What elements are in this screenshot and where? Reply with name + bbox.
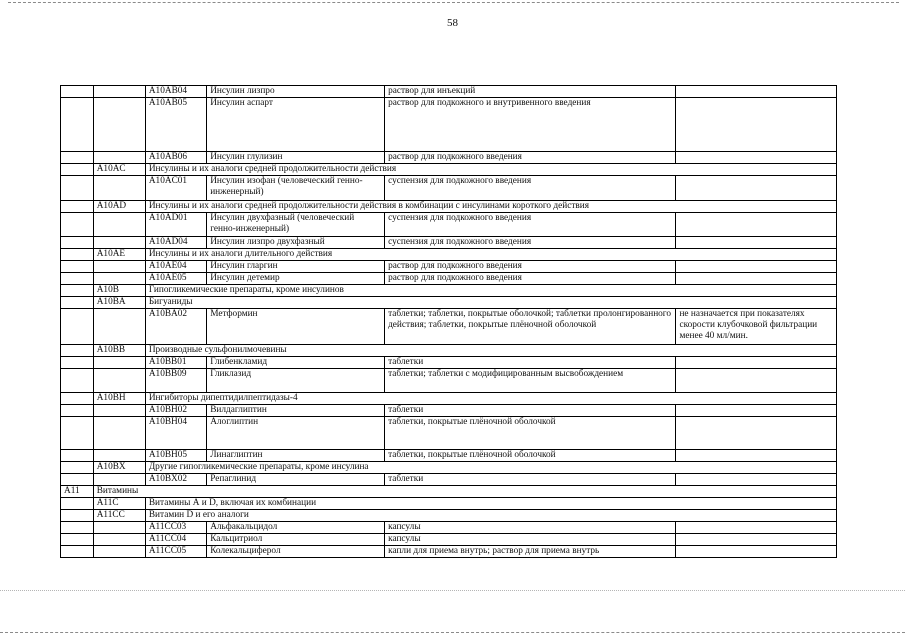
group-title-cell: Инсулины и их аналоги длительного действия (145, 249, 836, 261)
table-row-group (61, 498, 837, 510)
note-cell (676, 357, 837, 369)
class-code-cell (61, 546, 94, 558)
note-cell (676, 369, 837, 393)
note-cell (676, 450, 837, 462)
group-code-cell (93, 152, 145, 164)
drug-name-cell: Линаглиптин (207, 450, 385, 462)
table-row-sub (61, 86, 837, 98)
dosage-form-cell: суспензия для подкожного введения (385, 213, 676, 237)
note-cell (676, 237, 837, 249)
atc-code-cell: A10BH05 (145, 450, 206, 462)
dosage-form-cell: суспензия для подкожного введения (385, 176, 676, 201)
dosage-form-cell: таблетки, покрытые плёночной оболочкой (385, 450, 676, 462)
group-code-cell (93, 309, 145, 345)
dosage-form-cell: суспензия для подкожного введения (385, 237, 676, 249)
class-code-cell (61, 534, 94, 546)
table-row-sub (61, 522, 837, 534)
class-code-cell (61, 164, 94, 176)
class-code-cell (61, 462, 94, 474)
dosage-form-cell: капсулы (385, 522, 676, 534)
class-code-cell (61, 498, 94, 510)
class-code-cell (61, 417, 94, 450)
class-code-cell (61, 201, 94, 213)
drug-name-cell: Инсулин глулизин (207, 152, 385, 164)
table-row-sub (61, 152, 837, 164)
atc-code-cell: A10BB01 (145, 357, 206, 369)
note-cell (676, 98, 837, 152)
group-code-cell (93, 176, 145, 201)
group-code-cell (93, 237, 145, 249)
note-cell (676, 273, 837, 285)
table-row-sub (61, 273, 837, 285)
group-code-cell (93, 405, 145, 417)
atc-code-cell: A11CC03 (145, 522, 206, 534)
group-code-cell (93, 86, 145, 98)
atc-code-cell: A10AB04 (145, 86, 206, 98)
page-edge-top (8, 2, 899, 3)
drug-name-cell: Инсулин изофан (человеческий генно-инженерный) (207, 176, 385, 201)
atc-code-cell: A10BA02 (145, 309, 206, 345)
drug-name-cell: Репаглинид (207, 474, 385, 486)
table-row-sub (61, 98, 837, 152)
dosage-form-cell: таблетки; таблетки с модифицированным высвобождением (385, 369, 676, 393)
note-cell (676, 522, 837, 534)
group-title-cell: Ингибиторы дипептидилпептидазы-4 (145, 393, 836, 405)
dosage-form-cell: капсулы (385, 534, 676, 546)
dosage-form-cell: таблетки; таблетки, покрытые оболочкой; таблетки пролонгированного действия; таблетки, покрытые плёночной оболочкой (385, 309, 676, 345)
note-cell (676, 546, 837, 558)
dosage-form-cell: капли для приема внутрь; раствор для приема внутрь (385, 546, 676, 558)
group-code-cell (93, 474, 145, 486)
group-code-cell (93, 534, 145, 546)
atc-code-cell: A10AC01 (145, 176, 206, 201)
atc-code-cell: A10BH04 (145, 417, 206, 450)
table-row-sub (61, 417, 837, 450)
table-row-sub (61, 261, 837, 273)
note-cell (676, 213, 837, 237)
page-edge-bottom (0, 632, 905, 633)
group-code-cell (93, 261, 145, 273)
note-cell (676, 86, 837, 98)
drug-name-cell: Инсулин лизпро двухфазный (207, 237, 385, 249)
group-code-cell: A10BH (93, 393, 145, 405)
class-code-cell (61, 273, 94, 285)
table-row-group (61, 297, 837, 309)
note-cell (676, 534, 837, 546)
class-code-cell (61, 176, 94, 201)
class-code-cell (61, 369, 94, 393)
drug-name-cell: Глибенкламид (207, 357, 385, 369)
atc-code-cell: A10BB09 (145, 369, 206, 393)
group-code-cell (93, 417, 145, 450)
table-row-group (61, 510, 837, 522)
dosage-form-cell: таблетки, покрытые плёночной оболочкой (385, 417, 676, 450)
class-code-cell (61, 510, 94, 522)
note-cell (676, 261, 837, 273)
group-title-cell: Инсулины и их аналоги средней продолжительности действия в комбинации с инсулинами короткого действия (145, 201, 836, 213)
group-code-cell (93, 273, 145, 285)
table-row-top (61, 486, 837, 498)
atc-code-cell: A10AB05 (145, 98, 206, 152)
table-row-sub (61, 474, 837, 486)
class-code-cell (61, 98, 94, 152)
table-row-sub (61, 237, 837, 249)
class-code-cell (61, 450, 94, 462)
class-code-cell (61, 522, 94, 534)
group-code-cell: A10AE (93, 249, 145, 261)
atc-code-cell: A10AE05 (145, 273, 206, 285)
table-row-group (61, 462, 837, 474)
dosage-form-cell: таблетки (385, 405, 676, 417)
drug-name-cell: Кальцитриол (207, 534, 385, 546)
group-code-cell (93, 369, 145, 393)
class-code-cell (61, 86, 94, 98)
group-code-cell: A10BA (93, 297, 145, 309)
class-code-cell (61, 285, 94, 297)
class-code-cell (61, 357, 94, 369)
table-row-group (61, 285, 837, 297)
class-code-cell (61, 237, 94, 249)
group-title-cell: Гипогликемические препараты, кроме инсулинов (145, 285, 836, 297)
group-code-cell: A11C (93, 498, 145, 510)
group-title-cell: Витамин D и его аналоги (145, 510, 836, 522)
class-title-cell: Витамины (93, 486, 836, 498)
class-code-cell (61, 393, 94, 405)
group-code-cell (93, 450, 145, 462)
group-code-cell: A11CC (93, 510, 145, 522)
dosage-form-cell: раствор для подкожного введения (385, 152, 676, 164)
atc-code-cell: A10AD04 (145, 237, 206, 249)
table-row-group (61, 249, 837, 261)
drug-list-table (60, 85, 837, 558)
table-row-sub (61, 369, 837, 393)
table-row-sub (61, 450, 837, 462)
group-code-cell (93, 213, 145, 237)
group-title-cell: Бигуаниды (145, 297, 836, 309)
atc-code-cell: A10AE04 (145, 261, 206, 273)
class-code-cell: A11 (61, 486, 94, 498)
table-row-sub (61, 357, 837, 369)
table-row-group (61, 164, 837, 176)
group-code-cell: A10BB (93, 345, 145, 357)
drug-name-cell: Инсулин аспарт (207, 98, 385, 152)
page-fold-line (0, 590, 905, 591)
class-code-cell (61, 345, 94, 357)
table-row-group (61, 393, 837, 405)
atc-code-cell: A10AB06 (145, 152, 206, 164)
table-row-sub (61, 213, 837, 237)
group-title-cell: Инсулины и их аналоги средней продолжительности действия (145, 164, 836, 176)
group-title-cell: Витамины А и D, включая их комбинации (145, 498, 836, 510)
table-row-sub (61, 405, 837, 417)
drug-name-cell: Инсулин детемир (207, 273, 385, 285)
group-title-cell: Другие гипогликемические препараты, кроме инсулина (145, 462, 836, 474)
drug-list-table-body (61, 86, 837, 558)
table-row-group (61, 201, 837, 213)
note-cell (676, 152, 837, 164)
atc-code-cell: A11CC05 (145, 546, 206, 558)
note-cell (676, 405, 837, 417)
group-code-cell: A10B (93, 285, 145, 297)
atc-code-cell: A10BH02 (145, 405, 206, 417)
note-cell (676, 474, 837, 486)
class-code-cell (61, 297, 94, 309)
group-code-cell: A10AD (93, 201, 145, 213)
group-title-cell: Производные сульфонилмочевины (145, 345, 836, 357)
drug-name-cell: Метформин (207, 309, 385, 345)
drug-name-cell: Алоглиптин (207, 417, 385, 450)
table-row-sub (61, 546, 837, 558)
table-row-sub (61, 534, 837, 546)
note-cell: не назначается при показателях скорости клубочковой фильтрации менее 40 мл/мин. (676, 309, 837, 345)
drug-name-cell: Инсулин двухфазный (человеческий генно-инженерный) (207, 213, 385, 237)
class-code-cell (61, 261, 94, 273)
drug-name-cell: Инсулин гларгин (207, 261, 385, 273)
class-code-cell (61, 474, 94, 486)
drug-name-cell: Колекальциферол (207, 546, 385, 558)
drug-name-cell: Инсулин лизпро (207, 86, 385, 98)
group-code-cell: A10AC (93, 164, 145, 176)
dosage-form-cell: раствор для подкожного и внутривенного введения (385, 98, 676, 152)
class-code-cell (61, 405, 94, 417)
dosage-form-cell: раствор для подкожного введения (385, 261, 676, 273)
group-code-cell (93, 522, 145, 534)
table-row-group (61, 345, 837, 357)
dosage-form-cell: раствор для подкожного введения (385, 273, 676, 285)
atc-code-cell: A10BX02 (145, 474, 206, 486)
class-code-cell (61, 309, 94, 345)
dosage-form-cell: таблетки (385, 357, 676, 369)
group-code-cell (93, 98, 145, 152)
group-code-cell: A10BX (93, 462, 145, 474)
note-cell (676, 417, 837, 450)
drug-name-cell: Гликлазид (207, 369, 385, 393)
page-number: 58 (447, 17, 458, 29)
group-code-cell (93, 357, 145, 369)
group-code-cell (93, 546, 145, 558)
table-row-sub (61, 309, 837, 345)
class-code-cell (61, 213, 94, 237)
dosage-form-cell: таблетки (385, 474, 676, 486)
table-row-sub (61, 176, 837, 201)
atc-code-cell: A11CC04 (145, 534, 206, 546)
drug-name-cell: Вилдаглиптин (207, 405, 385, 417)
note-cell (676, 176, 837, 201)
dosage-form-cell: раствор для инъекций (385, 86, 676, 98)
drug-name-cell: Альфакальцидол (207, 522, 385, 534)
class-code-cell (61, 152, 94, 164)
atc-code-cell: A10AD01 (145, 213, 206, 237)
class-code-cell (61, 249, 94, 261)
